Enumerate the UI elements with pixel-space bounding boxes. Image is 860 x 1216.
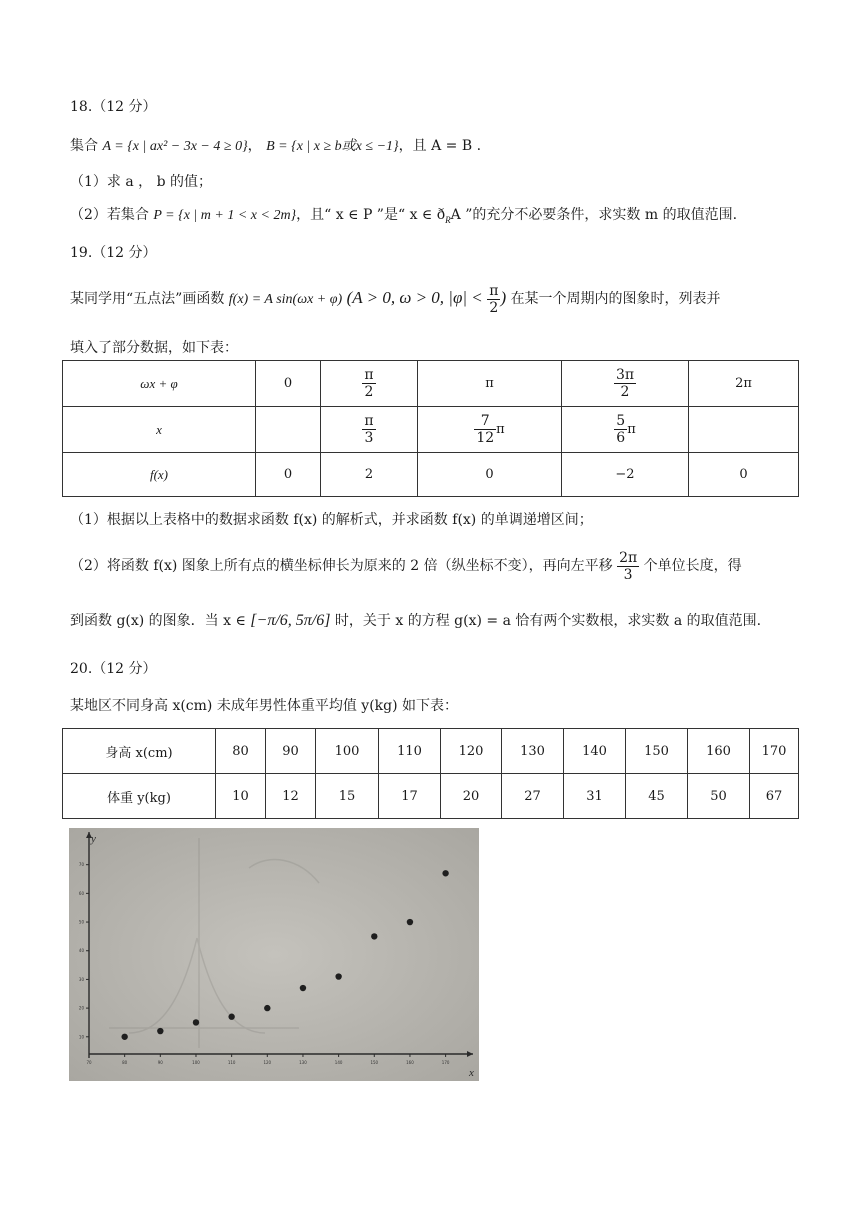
table-cell: 150 (626, 729, 688, 774)
q18-part2-prefix: （2）若集合 (70, 207, 149, 223)
q19-part2-d: 时，关于 x 的方程 g(x) = a 恰有两个实数根，求实数 a 的取值范围. (334, 613, 762, 629)
row-label-weight: 体重 y(kg) (63, 774, 216, 819)
q18-sets: 集合 A = {x | ax² − 3x − 4 ≥ 0}， B = {x | x ≥ b或x ≤ −1}，且 A = B . (70, 138, 482, 154)
table-cell: −2 (562, 453, 689, 497)
scatter-plot (69, 828, 479, 1081)
table-cell: 0 (256, 453, 321, 497)
table-cell: 20 (441, 774, 502, 819)
set-b: B = {x | x ≥ b或x ≤ −1} (266, 139, 399, 154)
q19-function: f(x) = A sin(ωx + φ) (228, 292, 343, 307)
q19-intro-prefix: 某同学用“五点法”画函数 (70, 291, 225, 307)
table-cell: 120 (441, 729, 502, 774)
q18-part2-end: A ”的充分不必要条件，求实数 m 的取值范围. (450, 207, 738, 223)
table-cell: $\frac{5}{6}$ π (562, 407, 689, 453)
table-cell: π (418, 361, 562, 407)
q19-interval: [−π/6, 5π/6] (250, 612, 331, 629)
table-cell: 0 (418, 453, 562, 497)
data-point (300, 985, 306, 991)
table-cell: 2 (321, 453, 418, 497)
table-cell (689, 407, 799, 453)
q19-condition-fraction (487, 283, 500, 316)
q19-parameter-condition: (A > 0, ω > 0, |φ| < (346, 288, 483, 307)
q18-part2-suffix: ，且“ x ∈ P ”是“ x ∈ ð (296, 207, 446, 223)
row-label-height: 身高 x(cm) (63, 729, 216, 774)
q19-part2-line2 (70, 603, 761, 639)
data-point (193, 1019, 199, 1025)
table-cell: 10 (216, 774, 266, 819)
x-tick-label: 130 (299, 1060, 307, 1065)
x-tick-label: 80 (122, 1060, 128, 1065)
table-cell: 2π (689, 361, 799, 407)
table-cell: 27 (502, 774, 564, 819)
table-cell: 100 (316, 729, 379, 774)
y-tick-label: 30 (78, 976, 84, 982)
table-cell: 170 (750, 729, 799, 774)
y-tick-label: 20 (78, 1005, 84, 1011)
data-point (157, 1028, 163, 1034)
table-cell: $\frac{\pi}{2}$ (321, 361, 418, 407)
data-point (264, 1005, 270, 1011)
y-tick-label: 40 (78, 948, 84, 954)
q19-condition-close: ) (500, 288, 507, 307)
table-cell: $\frac{3\pi}{2}$ (562, 361, 689, 407)
table-cell: 31 (564, 774, 626, 819)
scatter-plot-photo (69, 828, 479, 1081)
y-tick-label: 60 (78, 890, 84, 896)
q19-part2-a: （2）将函数 f(x) 图象上所有点的横坐标伸长为原来的 2 倍（纵坐标不变），再向左平移 (70, 558, 613, 574)
x-tick-label: 170 (441, 1060, 450, 1065)
q18-intro-prefix: 集合 (70, 138, 98, 154)
fraction-denominator: 2 (489, 299, 499, 316)
q20-header: 20.（12 分） (70, 661, 157, 677)
table-cell: 130 (502, 729, 564, 774)
x-tick-label: 90 (157, 1060, 163, 1065)
shift-denominator: 3 (623, 566, 633, 583)
table-cell: 0 (689, 453, 799, 497)
shift-numerator: 2π (619, 549, 638, 566)
q19-part2-b: 个单位长度，得 (643, 558, 742, 574)
q19-intro (70, 280, 721, 318)
photo-background (69, 828, 479, 1081)
table-cell: 160 (688, 729, 750, 774)
q19-part1: （1）根据以上表格中的数据求函数 f(x) 的解析式，并求函数 f(x) 的单调递增区间； (70, 512, 593, 528)
table-cell: 0 (256, 361, 321, 407)
q19-part2-line1 (70, 548, 742, 584)
table-row-phase (63, 361, 799, 407)
complement-subscript: R (445, 214, 451, 225)
table-cell: 15 (316, 774, 379, 819)
x-axis-label: x (469, 1067, 474, 1079)
data-point (335, 973, 341, 979)
table-row-fx (63, 453, 799, 497)
row-label-x: x (63, 407, 256, 453)
q18-part1: （1）求 a ， b 的值； (70, 174, 213, 190)
table-row-x (63, 407, 799, 453)
y-axis-label: y (91, 833, 96, 845)
q20-intro: 某地区不同身高 x(cm) 未成年男性体重平均值 y(kg) 如下表： (70, 698, 459, 714)
table-cell: 110 (379, 729, 441, 774)
q18-part2 (70, 205, 737, 230)
x-tick-label: 110 (227, 1060, 236, 1065)
q19-intro-suffix: 在某一个周期内的图象时，列表并 (510, 291, 721, 307)
five-point-table (62, 360, 799, 497)
set-a: A = {x | ax² − 3x − 4 ≥ 0} (102, 139, 248, 154)
data-point (371, 933, 377, 939)
table-row-weight (63, 774, 799, 819)
table-cell: $\frac{\pi}{3}$ (321, 407, 418, 453)
table-cell: 17 (379, 774, 441, 819)
data-point (442, 870, 448, 876)
y-tick-label: 50 (78, 919, 84, 925)
x-tick-label: 150 (370, 1060, 379, 1065)
row-label-phase: ωx + φ (63, 361, 256, 407)
q18-condition: ，且 A = B . (398, 138, 482, 154)
x-tick-label: 100 (192, 1060, 200, 1065)
row-label-fx: f(x) (63, 453, 256, 497)
x-tick-label: 70 (86, 1060, 92, 1065)
table-cell: 140 (564, 729, 626, 774)
y-tick-label: 10 (78, 1034, 84, 1040)
table-cell: 80 (216, 729, 266, 774)
table-cell: 12 (266, 774, 316, 819)
data-point (121, 1034, 127, 1040)
x-tick-label: 120 (263, 1060, 272, 1065)
shift-fraction (617, 550, 639, 583)
fraction-numerator: π (489, 282, 499, 299)
x-tick-label: 160 (406, 1060, 414, 1065)
q18-header: 18.（12 分） (70, 99, 157, 115)
table-cell: 67 (750, 774, 799, 819)
table-cell: 90 (266, 729, 316, 774)
table-row-height (63, 729, 799, 774)
height-weight-table (62, 728, 799, 819)
set-p: P = {x | m + 1 < x < 2m} (153, 208, 297, 223)
table-cell (256, 407, 321, 453)
q19-intro-line2: 填入了部分数据，如下表： (70, 340, 238, 356)
y-tick-label: 70 (78, 862, 84, 868)
table-cell: 50 (688, 774, 750, 819)
q19-header: 19.（12 分） (70, 245, 157, 261)
q19-part2-c: 到函数 g(x) 的图象．当 x ∈ (70, 613, 246, 629)
data-point (228, 1014, 234, 1020)
table-cell: 45 (626, 774, 688, 819)
data-point (407, 919, 413, 925)
x-tick-label: 140 (334, 1060, 343, 1065)
table-cell: $\frac{7}{12}$ π (418, 407, 562, 453)
